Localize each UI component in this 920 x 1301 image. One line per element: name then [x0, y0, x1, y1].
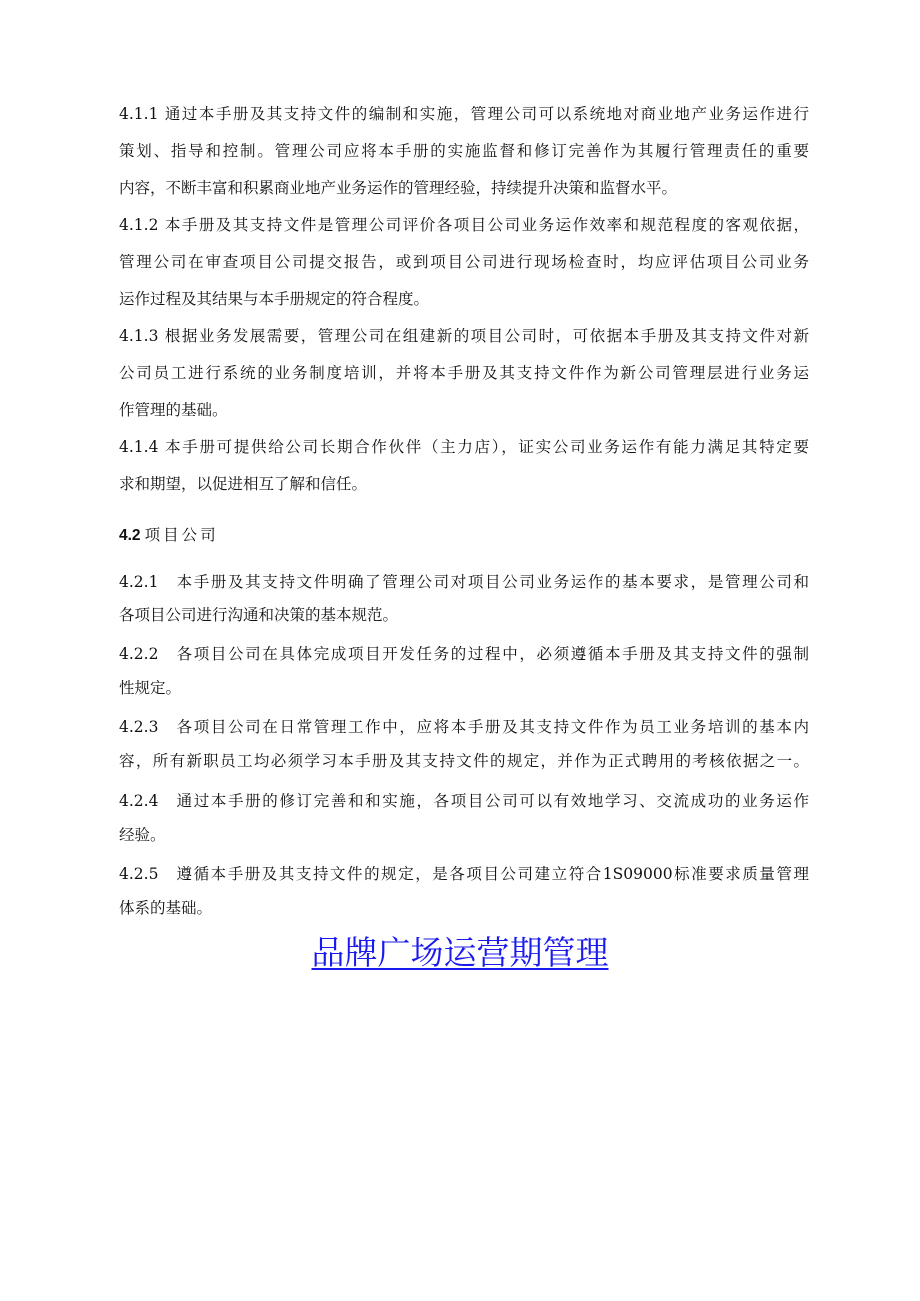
- paragraph-4-1-3-line-2: 公司员工进行系统的业务制度培训，并将本手册及其支持文件作为新公司管理层进行业务运: [119, 364, 809, 382]
- paragraph-text: 本手册及其支持文件明确了管理公司对项目公司业务运作的基本要求，是管理公司和: [175, 573, 809, 591]
- paragraph-number: 4.2.5: [119, 865, 159, 883]
- section-heading-4-2: [119, 525, 219, 546]
- paragraph-4-1-4-line-2: 求和期望，以促进相互了解和信任。: [119, 475, 368, 493]
- paragraph-4-1-3-line-1: [119, 326, 809, 346]
- paragraph-4-1-1-line-2: 策划、指导和控制。管理公司应将本手册的实施监督和修订完善作为其履行管理责任的重要: [119, 142, 809, 160]
- paragraph-number: 4.1.1: [119, 105, 159, 123]
- paragraph-text: 本手册及其支持文件是管理公司评价各项目公司业务运作效率和规范程度的客观依据，: [164, 216, 809, 234]
- paragraph-number: 4.2.3: [119, 718, 159, 736]
- paragraph-4-1-3-line-3: 作管理的基础。: [119, 401, 228, 419]
- paragraph-text: 通过本手册及其支持文件的编制和实施，管理公司可以系统地对商业地产业务运作进行: [164, 105, 809, 123]
- paragraph-4-1-2-line-3: 运作过程及其结果与本手册规定的符合程度。: [119, 290, 430, 308]
- paragraph-number: 4.1.2: [119, 216, 159, 234]
- paragraph-4-1-1-line-3: 内容，不断丰富和积累商业地产业务运作的管理经验，持续提升决策和监督水平。: [119, 179, 678, 197]
- paragraph-4-2-5-line-1: [119, 864, 809, 884]
- paragraph-text: 根据业务发展需要，管理公司在组建新的项目公司时，可依据本手册及其支持文件对新: [164, 327, 809, 345]
- paragraph-4-2-2-line-1: [119, 644, 809, 664]
- paragraph-number: 4.2.4: [119, 792, 159, 810]
- paragraph-number: 4.1.3: [119, 327, 159, 345]
- paragraph-4-2-5-line-2: 体系的基础。: [119, 899, 213, 917]
- paragraph-text: 各项目公司在具体完成项目开发任务的过程中，必须遵循本手册及其支持文件的强制: [175, 645, 809, 663]
- paragraph-4-1-2-line-2: 管理公司在审查项目公司提交报告，或到项目公司进行现场检查时，均应评估项目公司业务: [119, 253, 809, 271]
- paragraph-4-1-2-line-1: [119, 215, 809, 235]
- paragraph-text: 遵循本手册及其支持文件的规定，是各项目公司建立符合1S09000标准要求质量管理: [175, 865, 809, 883]
- paragraph-4-2-3-line-2: 容，所有新职员工均必须学习本手册及其支持文件的规定，并作为正式聘用的考核依据之一。: [119, 752, 809, 770]
- paragraph-4-2-4-line-1: [119, 791, 809, 811]
- paragraph-4-1-4-line-1: [119, 437, 809, 457]
- paragraph-number: 4.2.1: [119, 573, 159, 591]
- section-heading-number: 4.2: [119, 527, 141, 544]
- paragraph-4-2-4-line-2: 经验。: [119, 826, 166, 844]
- paragraph-number: 4.2.2: [119, 645, 159, 663]
- paragraph-text: 本手册可提供给公司长期合作伙伴（主力店），证实公司业务运作有能力满足其特定要: [165, 438, 809, 456]
- paragraph-text: 各项目公司在日常管理工作中，应将本手册及其支持文件作为员工业务培训的基本内: [175, 718, 809, 736]
- brand-plaza-operation-link[interactable]: 品牌广场运营期管理: [311, 933, 609, 972]
- paragraph-4-2-2-line-2: 性规定。: [119, 679, 182, 697]
- paragraph-4-2-1-line-2: 各项目公司进行沟通和决策的基本规范。: [119, 606, 399, 624]
- paragraph-4-2-1-line-1: [119, 572, 809, 592]
- paragraph-number: 4.1.4: [119, 438, 159, 456]
- section-heading-text: 项目公司: [144, 526, 219, 544]
- paragraph-text: 通过本手册的修订完善和和实施，各项目公司可以有效地学习、交流成功的业务运作: [175, 792, 809, 810]
- paragraph-4-2-3-line-1: [119, 717, 809, 737]
- paragraph-4-1-1-line-1: [119, 104, 809, 124]
